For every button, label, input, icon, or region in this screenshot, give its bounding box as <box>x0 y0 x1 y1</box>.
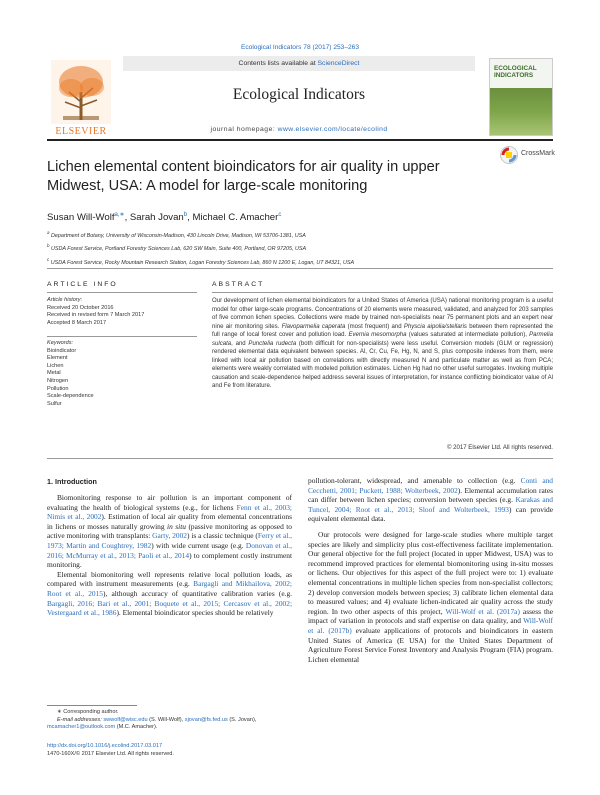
journal-title: Ecological Indicators <box>232 86 366 103</box>
affiliation-rule <box>47 268 553 269</box>
affiliation-list <box>47 228 547 268</box>
section-heading-introduction: 1. Introduction <box>47 477 97 486</box>
text-run: ) can provide equivalent elemental data. <box>308 504 553 524</box>
masthead-center <box>123 56 475 136</box>
article-info-heading: ARTICLE INFO <box>47 281 118 288</box>
affiliation-text: USDA Forest Service, Rocky Mountain Research Station, Logan Forestry Sciences Lab, 860 N 1200 E, Logan, UT 84321, USA <box>50 259 355 266</box>
keyword-item: Nitrogen <box>47 377 69 384</box>
affiliation-marker: c <box>47 256 50 262</box>
author-separator: , <box>124 212 130 224</box>
affiliation-item <box>47 228 547 241</box>
author-separator: , <box>187 212 193 224</box>
citation-link[interactable]: Donovan et al., 2016; McMurray et al., 2013; Paoli et al., 2014 <box>47 540 292 560</box>
abstract-end-rule <box>47 458 553 459</box>
history-revised: Received in revised form 7 March 2017 <box>47 312 145 319</box>
intro-paragraph-1 <box>47 493 292 570</box>
citation-link[interactable]: Garty, 2002 <box>152 531 187 541</box>
abstract-text-run: (both difficult for non-specialists) were less useful. Conversion models (GLM or regression) rendered elemental data equivalent between species. Al, Cr, Cu, Fe, Hg, N, and S, plus composite indexes from them, were linked with local air pollution based on correlations with directly measured N and particulate matter as well as from PCA; elements were weakly correlated with modeled pollution estimates. Lichen Hg had no other useful surrogates. Invoking multiple causation and scale-dependence helped address several issues of interpretation, for instance conflicting bioindicator value of Al and Fe from literature. <box>212 340 553 389</box>
article-title: Lichen elemental content bioindicators for air quality in upper Midwest, USA: A model for large-scale monitoring <box>47 159 440 194</box>
text-run: ) is a classic technique ( <box>187 531 258 541</box>
citation-link[interactable]: Will-Wolf et al. (2017a) <box>445 606 520 616</box>
issn-copyright: 1470-160X/© 2017 Elsevier Ltd. All rights reserved. <box>47 750 174 757</box>
email-line <box>47 724 297 732</box>
species-name: Flavoparmelia caperata <box>281 323 346 330</box>
affiliation-text: Department of Botany, University of Wisconsin-Madison, 430 Lincoln Drive, Madison, WI 53706-1381, USA <box>51 232 306 239</box>
contents-prefix: Contents lists available at <box>238 60 316 67</box>
text-run: evaluate applications of protocols and bioindicators in eastern United States of America (E USA) for the United States Department of Agriculture Forest Service Forest Inventory and Analysis Program (FIA) program. Lichen elemental <box>308 625 553 664</box>
article-info-rule <box>47 292 197 293</box>
species-name: Punctelia rudecta <box>248 340 297 347</box>
text-run: ) with wide current usage (e.g. <box>151 540 246 550</box>
affiliation-marker: a <box>47 230 50 235</box>
homepage-prefix: journal homepage: <box>210 126 276 133</box>
corresponding-author-note: ∗ Corresponding author. <box>57 709 119 715</box>
journal-citation[interactable]: Ecological Indicators 78 (2017) 253–263 <box>240 44 360 51</box>
text-run-italic: in situ <box>167 521 186 531</box>
keyword-list <box>47 348 197 409</box>
affiliation-marker: b <box>47 243 50 249</box>
text-run: Elemental biomonitoring well represents relative local pollution loads, as compared with instrument measurements (e.g. <box>47 569 292 589</box>
abstract-text-run: (most frequent) and <box>345 323 404 330</box>
text-run: ), although accuracy of quantitative calibration varies (e.g. <box>103 588 292 598</box>
keywords-block <box>47 340 197 408</box>
keyword-item: Bioindicator <box>47 347 77 354</box>
text-run: pollution-tolerant, widespread, and amenable to collection (e.g. <box>308 476 521 485</box>
homepage-link[interactable]: www.elsevier.com/locate/ecolind <box>277 126 388 133</box>
abstract-text <box>212 297 553 391</box>
abstract-heading: ABSTRACT <box>212 281 265 288</box>
abstract-sentence: Our development of lichen elemental bioindicators for a United States of America (USA) national monitoring program is a useful model for other large-scale programs. Concentrations of 20 elements were measured, validated, and analyzed for 203 samples of five common lichen species. Collections were made by trained non-specialists near 75 permanent plots and an expert near nine air monitoring sites. <box>212 298 553 330</box>
text-run: ). Estimation of local air quality from elemental concentrations in lichens or mosses naturally growing <box>47 512 292 531</box>
author-name[interactable]: Susan Will-Wolf <box>47 212 115 224</box>
email-owner: (M.C. Amacher). <box>115 724 158 731</box>
history-heading: Article history: <box>47 297 83 303</box>
abstract-rule <box>212 292 553 293</box>
elsevier-wordmark: ELSEVIER <box>55 126 107 137</box>
text-run: Biomonitoring response to air pollution is an important component of evaluating the health of biological systems (e.g., for lichens <box>47 493 292 512</box>
intro-paragraph-4 <box>308 530 553 664</box>
citation-link[interactable]: Ferry et al., 1973; Martin and Coughtrey, 1982 <box>47 531 292 550</box>
citation-link[interactable]: Bargagli and Mikhailova, 2002; Root et al., 2015 <box>47 579 292 598</box>
keyword-item: Sulfur <box>47 400 62 407</box>
email-label: E-mail addresses: <box>57 716 102 723</box>
keywords-heading: Keywords: <box>47 340 74 346</box>
contents-bar <box>123 56 475 71</box>
abstract-text-run: between them represented the full range of local forest cover and pollution load. <box>212 323 553 338</box>
cover-title: ECOLOGICAL INDICATORS <box>494 65 537 79</box>
author-affiliation-marker[interactable]: a,∗ <box>114 212 125 218</box>
species-name: Parmelia sulcata <box>212 332 553 347</box>
footnote-rule <box>47 705 137 706</box>
keyword-item: Lichen <box>47 362 64 369</box>
journal-cover-thumbnail[interactable] <box>489 58 553 136</box>
email-line <box>47 717 297 725</box>
crossmark-icon <box>500 146 518 164</box>
intro-paragraph-2 <box>47 570 292 618</box>
text-run: assess the impact of variation in protocols and staff expertise on data quality, and <box>308 606 554 626</box>
body-column-left <box>47 493 292 618</box>
keyword-item: Pollution <box>47 385 69 392</box>
citation-link[interactable]: Conti and Cecchetti, 2001; Puckett, 1988; Wolterbeek, 2002 <box>308 476 553 495</box>
journal-homepage <box>123 126 475 133</box>
doi-link[interactable]: http://dx.doi.org/10.1016/j.ecolind.2017.03.017 <box>47 743 163 749</box>
affiliation-text: USDA Forest Service, Portland Forestry Sciences Lab, 620 SW Main, Suite 400, Portland, OR 97205, USA <box>51 246 307 253</box>
keyword-item: Scale-dependence <box>47 393 94 400</box>
email-owner: (S. Jovan), <box>227 716 257 723</box>
citation-link[interactable]: Will-Wolf et al. (2017b) <box>308 616 553 635</box>
sciencedirect-link[interactable]: ScienceDirect <box>317 60 360 67</box>
crossmark-label: CrossMark <box>521 150 555 157</box>
abstract-text-run: , and <box>231 340 249 347</box>
keywords-rule <box>47 336 197 337</box>
citation-link[interactable]: Karakas and Tuncel, 2004; Root et al., 2013; Sloof and Wolterbeek, 1993 <box>308 495 553 514</box>
author-name[interactable]: Sarah Jovan <box>129 212 184 224</box>
author-name[interactable]: Michael C. Amacher <box>192 212 279 224</box>
text-run: ). Elemental bioindicator species should be relatively <box>116 608 274 618</box>
crossmark-badge[interactable] <box>500 145 554 169</box>
author-affiliation-marker[interactable]: b <box>183 212 188 218</box>
email-link[interactable]: swwolf@wisc.edu <box>103 716 148 723</box>
abstract-text-run: (values saturated at intermediate pollution), <box>406 332 530 338</box>
species-name: Evernia mesomorpha <box>348 332 407 338</box>
affiliation-item <box>47 241 547 254</box>
citation-link[interactable]: Bargagli, 2016; Bari et al., 2001; Boquete et al., 2015; Cercasov et al., 2002; Vestergaard et al., 1986 <box>47 598 292 618</box>
author-affiliation-marker[interactable]: c <box>278 212 282 218</box>
abstract-copyright: © 2017 Elsevier Ltd. All rights reserved. <box>447 445 553 451</box>
footnotes <box>47 709 297 732</box>
affiliation-item <box>47 255 547 268</box>
text-run: ) to complement costly instrument monitoring. <box>47 550 292 570</box>
elsevier-tree-logo <box>47 58 115 130</box>
email-owner: (S. Will-Wolf), <box>147 716 185 723</box>
history-received: Received 20 October 2016 <box>47 304 114 311</box>
text-run: (passive monitoring as opposed to active monitoring with transplants: <box>47 521 292 541</box>
keyword-item: Metal <box>47 370 61 377</box>
email-link[interactable]: mcamacher1@outlook.com <box>47 724 116 731</box>
doi-block <box>47 743 297 758</box>
text-run: ). Elemental accumulation rates can differ between lichen species; conversion between species (e.g. <box>308 485 553 505</box>
article-history <box>47 297 197 327</box>
masthead-rule <box>47 139 553 141</box>
citation-link[interactable]: Fenn et al., 2003; Nimis et al., 2002 <box>47 502 292 522</box>
history-accepted: Accepted 8 March 2017 <box>47 319 107 326</box>
intro-paragraph-3 <box>308 476 553 524</box>
author-list <box>47 211 547 223</box>
text-run: Our protocols were designed for large-scale studies where multiple target species are likely and simplicity plus cost-effectiveness facilitate implementation. Our general objective for the full project (located in upper Midwest, USA) was to recommend improved practices for elemental biomonitoring using in-situ mosses or lichens. Our objectives for this aspect of the full project were to: 1) evaluate elemental concentrations in multiple lichen species from non-specialist collectors; 2) develop conversion models between species; 3) calibrate lichen elemental data to measured values; and 4) evaluate lichen-indicated air quality across the study region. In two other aspects of this project, <box>308 529 553 616</box>
journal-masthead <box>47 56 553 136</box>
species-name: Physcia aipolia/stellaris <box>403 323 467 330</box>
email-link[interactable]: sjovan@fs.fed.us <box>184 716 228 723</box>
keyword-item: Element <box>47 355 68 362</box>
body-column-right <box>308 476 553 664</box>
